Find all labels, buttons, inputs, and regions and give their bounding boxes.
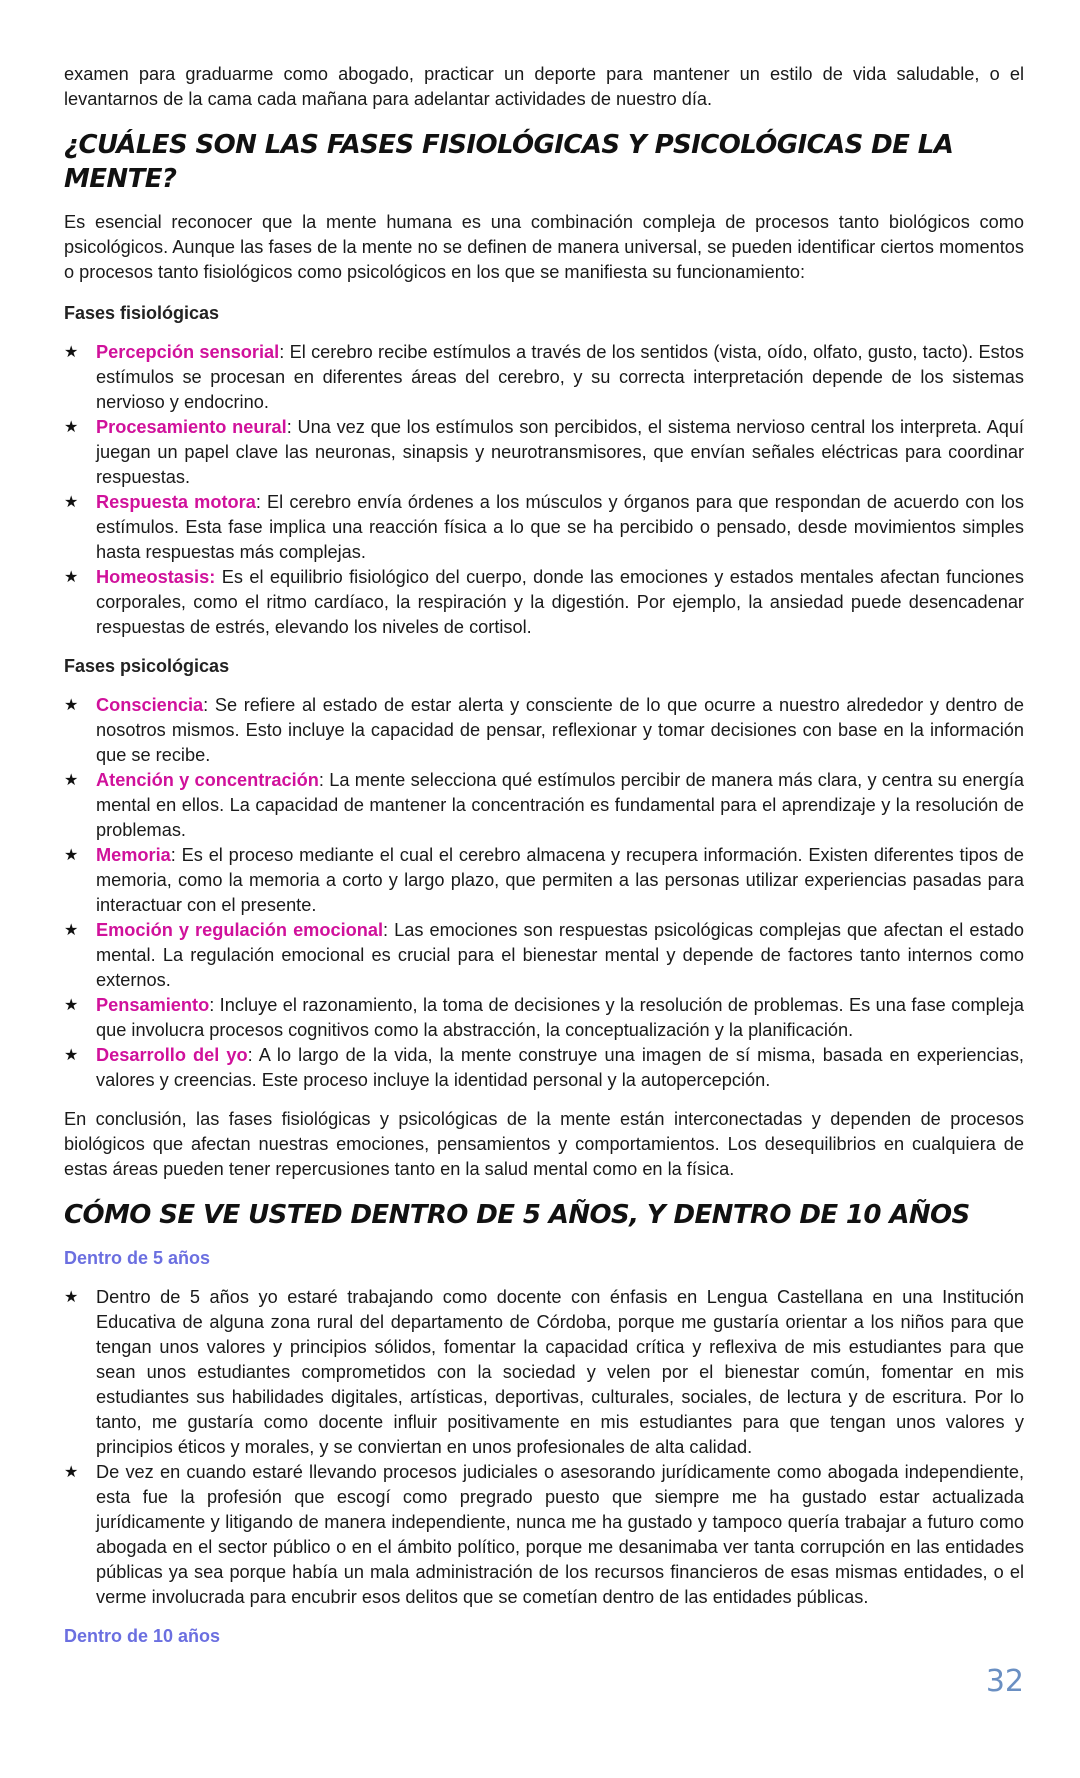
- item-text: : El cerebro envía órdenes a los músculos y órganos para que respondan de acuerdo con los estímulos. Esta fase implica una reacción física a lo que se ha percibido o pensado, desde movimientos simples hasta respuestas más complejas.: [96, 492, 1024, 562]
- term-label: Homeostasis:: [96, 567, 216, 587]
- item-text: : La mente selecciona qué estímulos percibir de manera más clara, y centra su energía mental en ellos. La capacidad de mantener la concentración es fundamental para el aprendizaje y la resolución de problemas.: [96, 770, 1024, 840]
- term-label: Percepción sensorial: [96, 342, 280, 362]
- star-bullet-icon: ★: [64, 922, 79, 939]
- term-label: Procesamiento neural: [96, 417, 287, 437]
- item-text: : Las emociones son respuestas psicológicas complejas que afectan el estado mental. La regulación emocional es crucial para el bienestar mental y depende de factores tanto internos como externos.: [96, 920, 1024, 990]
- list-item: [64, 1460, 1024, 1610]
- star-bullet-icon: ★: [64, 847, 79, 864]
- list-item: [64, 565, 1024, 640]
- list-item: [64, 768, 1024, 843]
- physiological-phases-title: Fases fisiológicas: [64, 303, 220, 323]
- star-bullet-icon: ★: [64, 569, 79, 586]
- item-text: : Una vez que los estímulos son percibidos, el sistema nervioso central los interpreta. Aquí juegan un papel clave las neuronas, sinapsis y neurotransmisores, que envían señales eléctricas para coordinar respuestas.: [96, 417, 1024, 487]
- star-bullet-icon: ★: [64, 1464, 79, 1481]
- five-years-title: Dentro de 5 años: [64, 1248, 211, 1268]
- list-item: [64, 340, 1024, 415]
- term-label: Respuesta motora: [96, 492, 256, 512]
- list-item: [64, 490, 1024, 565]
- psychological-phases-title: Fases psicológicas: [64, 656, 230, 676]
- term-label: Memoria: [96, 845, 171, 865]
- five-years-list: [64, 1285, 1024, 1610]
- item-text: De vez en cuando estaré llevando procesos judiciales o asesorando jurídicamente como abogada independiente, esta fue la profesión que escogí como pregrado puesto que siempre me ha gustado estar actualizada jurídicamente y litigando de manera independiente, nunca me ha gustado y tampoco quería trabajar a futuro como abogada en el sector público o en el ámbito político, porque me desanimaba ver tanta corrupción en las entidades públicas ya sea porque había un mala administración de los recursos financieros de esas mismas entidades, o el verme involucrada para encubrir esos delitos que se cometían dentro de las entidades públicas.: [96, 1462, 1024, 1607]
- list-item: [64, 415, 1024, 490]
- list-item: [64, 693, 1024, 768]
- item-text: : Es el proceso mediante el cual el cerebro almacena y recupera información. Existen diferentes tipos de memoria, como la memoria a corto y largo plazo, que permiten a las personas utilizar experiencias pasadas para interactuar con el presente.: [96, 845, 1024, 915]
- intro-paragraph: examen para graduarme como abogado, practicar un deporte para mantener un estilo de vida saludable, o el levantarnos de la cama cada mañana para adelantar actividades de nuestro día.: [64, 64, 1024, 109]
- list-item: [64, 993, 1024, 1043]
- star-bullet-icon: ★: [64, 697, 79, 714]
- item-text: : Incluye el razonamiento, la toma de decisiones y la resolución de problemas. Es una fase compleja que involucra procesos cognitivos como la abstracción, la conceptualización y la planificación.: [96, 995, 1024, 1040]
- list-item: [64, 1285, 1024, 1460]
- item-text: Es el equilibrio fisiológico del cuerpo, donde las emociones y estados mentales afectan funciones corporales, como el ritmo cardíaco, la respiración y la digestión. Por ejemplo, la ansiedad puede desencadenar respuestas de estrés, elevando los niveles de cortisol.: [96, 567, 1024, 637]
- term-label: Emoción y regulación emocional: [96, 920, 384, 940]
- conclusion-paragraph: En conclusión, las fases fisiológicas y psicológicas de la mente están interconectadas y dependen de procesos biológicos que afectan nuestras emociones, pensamientos y comportamientos. Los desequilibrios en cualquiera de estas áreas pueden tener repercusiones tanto en la salud mental como en la física.: [64, 1109, 1024, 1179]
- item-text: : El cerebro recibe estímulos a través de los sentidos (vista, oído, olfato, gusto, tacto). Estos estímulos se procesan en diferentes áreas del cerebro, y su correcta interpretación depende de los sistemas nervioso y endocrino.: [96, 342, 1025, 412]
- document-page: [64, 62, 1024, 1663]
- list-item: [64, 1043, 1024, 1093]
- star-bullet-icon: ★: [64, 419, 79, 436]
- section-intro-paragraph: Es esencial reconocer que la mente humana es una combinación compleja de procesos tanto biológicos como psicológicos. Aunque las fases de la mente no se definen de manera universal, se pueden identificar ciertos momentos o procesos tanto fisiológicos como psicológicos en los que se manifiesta su funcionamiento:: [64, 212, 1024, 282]
- ten-years-title: Dentro de 10 años: [64, 1626, 221, 1646]
- star-bullet-icon: ★: [64, 1047, 79, 1064]
- physiological-list: [64, 340, 1024, 640]
- item-text: Dentro de 5 años yo estaré trabajando como docente con énfasis en Lengua Castellana en una Institución Educativa de alguna zona rural del departamento de Córdoba, porque me gustaría orientar a los niños para que tengan unos valores y principios sólidos, fomentar la capacidad crítica y reflexiva de mis estudiantes para que sean unos estudiantes comprometidos con la sociedad y velen por el bienestar común, fomentar en mis estudiantes sus habilidades digitales, artísticas, deportivas, culturales, sociales, de lectura y de escritura. Por lo tanto, me gustaría como docente influir positivamente en mis estudiantes para que tengan unos valores y principios éticos y morales, y se conviertan en unos profesionales de alta calidad.: [96, 1287, 1024, 1457]
- item-text: : Se refiere al estado de estar alerta y consciente de lo que ocurre a nuestro alrededor y dentro de nosotros mismos. Esto incluye la capacidad de pensar, reflexionar y tomar decisiones con base en la información que se recibe.: [96, 695, 1024, 765]
- term-label: Atención y concentración: [96, 770, 319, 790]
- term-label: Pensamiento: [96, 995, 210, 1015]
- section-heading-future: CÓMO SE VE USTED DENTRO DE 5 AÑOS, Y DENTRO DE 10 AÑOS: [64, 1200, 970, 1230]
- star-bullet-icon: ★: [64, 1289, 79, 1306]
- list-item: [64, 843, 1024, 918]
- term-label: Desarrollo del yo: [96, 1045, 248, 1065]
- star-bullet-icon: ★: [64, 772, 79, 789]
- star-bullet-icon: ★: [64, 494, 79, 511]
- page-number: 32: [985, 1664, 1024, 1699]
- psychological-list: [64, 693, 1024, 1093]
- star-bullet-icon: ★: [64, 344, 79, 361]
- list-item: [64, 918, 1024, 993]
- star-bullet-icon: ★: [64, 997, 79, 1014]
- term-label: Consciencia: [96, 695, 204, 715]
- item-text: : A lo largo de la vida, la mente construye una imagen de sí misma, basada en experiencias, valores y creencias. Este proceso incluye la identidad personal y la autopercepción.: [96, 1045, 1024, 1090]
- section-heading-phases: ¿CUÁLES SON LAS FASES FISIOLÓGICAS Y PSICOLÓGICAS DE LA MENTE?: [64, 130, 954, 194]
